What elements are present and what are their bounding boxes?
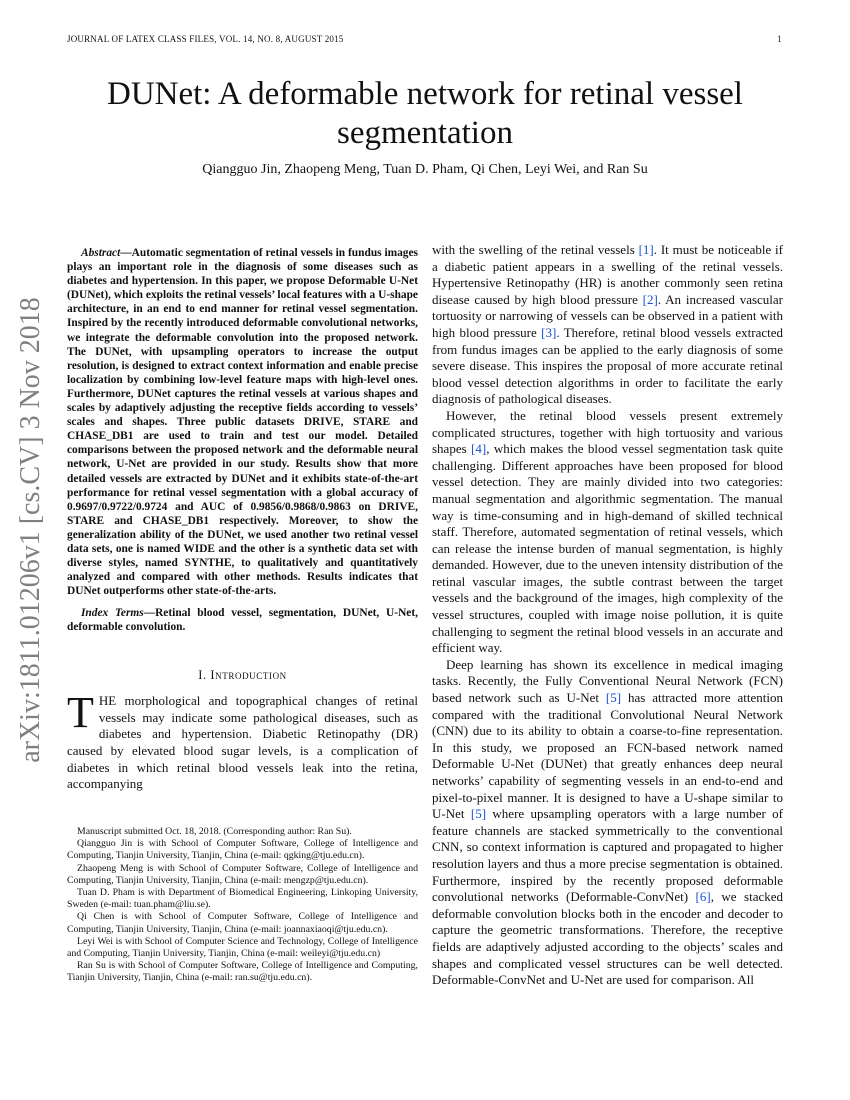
text-run: Deep learning has shown its excellence in medical imaging tasks. Recently, the Fully Conventional Neural Network (FCN) based network such as U-Net (432, 656, 783, 706)
left-column (67, 246, 418, 793)
citation-link[interactable]: [2] (642, 291, 658, 307)
text-run: where upsampling operators with a large number of feature channels are stacked symmetrically to the conventional CNN, so context information is captured and propagated to higher resolution layers and thus a more precise segmentation is obtained. Furthermore, inspired by the recently proposed deformable convolutional networks (Deformable-ConvNet) (432, 806, 783, 905)
footnotes (67, 826, 418, 985)
footnote: Zhaopeng Meng is with School of Computer Software, College of Intelligence and Computing, Tianjin University, Tianjin, China (e-mail: mengzp@tju.edu.cn). (67, 862, 418, 886)
index-terms-text: —Retinal blood vessel, segmentation, DUNet, U-Net, deformable convolution. (67, 607, 418, 634)
text-run: . Therefore, retinal blood vessels extracted from fundus images can be applied to the early diagnosis of some severe disease. This inspires the proposal of more accurate retinal blood vessel detection algorithms in order to facilitate the early diagnosis of pathological diseases. (432, 324, 783, 407)
footnote: Manuscript submitted Oct. 18, 2018. (Corresponding author: Ran Su). (77, 826, 352, 837)
abstract-label: Abstract (81, 247, 121, 259)
citation-link[interactable]: [4] (471, 441, 487, 457)
footnote: Tuan D. Pham is with Department of Biomedical Engineering, Linkoping University, Sweden (e-mail: tuan.pham@liu.se). (67, 887, 418, 911)
section-heading (67, 667, 418, 684)
citation-link[interactable]: [6] (695, 889, 711, 905)
footnote: Qiangguo Jin is with School of Computer Software, College of Intelligence and Computing, Tianjin University, Tianjin, China (e-mail: qgking@tju.edu.cn). (67, 838, 418, 862)
arxiv-stamp-text: arXiv:1811.01206v1 [cs.CV] 3 Nov 2018 (15, 297, 46, 763)
text-run: , which makes the blood vessel segmentation task quite challenging. Different approaches have been proposed for blood vessel detection. They are mainly divided into two categories: manual segmentation and algorithmic segmentation. The manual way is time-consuming and in high-demand of skilled technical staff. Therefore, automated segmentation of retinal vessels, which can release the intense burden of manual segmentation, is highly demanded. However, due to the uneven intensity distribution of the retinal vascular images, the subtle contrast between the target vessels and the background of the images, high complexity of the vessel structures, coupled with image noise pollution, it is quite challenging to segment the retinal blood vessels in an accurate and efficient way. (432, 441, 783, 656)
citation-link[interactable]: [1] (638, 242, 654, 257)
body-paragraph (432, 242, 783, 408)
text-run: , we stacked deformable convolution blocks both in the encoder and decoder to capture the geometric transformations. Therefore, the receptive fields are adaptively adjusted according to the objects’ scales and shapes and complicated vessel structures can be well detected. Deformable-ConvNet and U-Net are used for comparison. All (432, 889, 784, 988)
body-paragraph (432, 657, 783, 989)
index-terms (67, 606, 418, 634)
page-number: 1 (777, 34, 782, 44)
text-run: . An increased vascular tortuosity or narrowing of vessels can be observed in a patient with high blood pressure (432, 291, 784, 340)
paper-title: DUNet: A deformable network for retinal vessel segmentation (107, 76, 743, 151)
citation-link[interactable]: [5] (470, 806, 487, 822)
text-run: has attracted more attention compared with the traditional Convolutional Neural Network (CNN) due to its ability to obtain a coarse-to-fine representation. In this study, we proposed an FCN-based network named Deformable U-Net (DUNet) that greatly enhances deep neural networks’ capability of segmenting vessels in an end-to-end and pixel-to-pixel manner. It is designed to have a U-shape similar to U-Net (432, 690, 783, 822)
running-head: JOURNAL OF LATEX CLASS FILES, VOL. 14, NO. 8, AUGUST 2015 (67, 34, 344, 44)
section-title: Introduction (210, 667, 287, 682)
footnote: Qi Chen is with School of Computer Software, College of Intelligence and Computing, Tianjin University, Tianjin, China (e-mail: joannaxiaoqi@tju.edu.cn). (67, 911, 418, 935)
drop-cap: T (67, 688, 94, 738)
footnote: Ran Su is with School of Computer Software, College of Intelligence and Computing, Tianjin University, Tianjin, China (e-mail: ran.su@tju.edu.cn). (67, 960, 418, 984)
text-run: with the swelling of the retinal vessels (432, 242, 639, 257)
section-number: I. (198, 667, 211, 682)
abstract-text: —Automatic segmentation of retinal vessels in fundus images plays an important role in the diagnosis of some diseases such as diabetes and hypertension. In this paper, we propose Deformable U-Net (DUNet), which exploits the retinal vessels’ local features with a U-shape architecture, in an end to end manner for retinal vessel segmentation. Inspired by the recently introduced deformable convolutional networks, we integrate the deformable convolution into the proposed network. The DUNet, with upsampling operators to increase the output resolution, is designed to extract context information and enable precise localization by combining low-level feature maps with high-level ones. Furthermore, DUNet captures the retinal vessels at various shapes and scales by adaptively adjusting the receptive fields according to vessels’ scales and shapes. Three public datasets DRIVE, STARE and CHASE_DB1 are used to train and test our model. Detailed comparisons between the proposed network and the deformable neural network, U-Net are provided in our study. Results show that more detailed vessels are extracted by DUNet and it exhibits state-of-the-art performance for retinal vessel segmentation with a global accuracy of 0.9697/0.9722/0.9724 and AUC of 0.9856/0.9868/0.9863 on DRIVE, STARE and CHASE_DB1 respectively. Moreover, to show the generalization ability of the DUNet, we used another two retinal vessel data sets, one is named WIDE and the other is a synthetic data set with diverse styles, named SYNTHE, to qualitatively and quantitatively analyzed and compared with other methods. Results indicates that DUNet outperforms other state-of-the-arts. (67, 247, 418, 598)
body-paragraph (432, 408, 783, 657)
index-terms-label: Index Terms (81, 607, 144, 620)
author-list: Qiangguo Jin, Zhaopeng Meng, Tuan D. Pham, Qi Chen, Leyi Wei, and Ran Su (202, 162, 648, 177)
citation-link[interactable]: [5] (605, 690, 622, 706)
text-run: However, the retinal blood vessels present extremely complicated structures, together with high tortuosity and various shapes (432, 407, 783, 457)
citation-link[interactable]: [3] (541, 324, 557, 340)
intro-text: HE morphological and topographical changes of retinal vessels may indicate some pathological diseases, such as diabetes and hypertension. Diabetic Retinopathy (DR) caused by elevated blood sugar levels, is a complication of diabetes in which retinal blood vessels leak into the retina, accompanying (67, 693, 418, 792)
arxiv-stamp (8, 290, 54, 770)
right-column (432, 242, 783, 989)
text-run: . It must be noticeable if a diabetic patient appears in a swelling of the retinal vessels. Hypertensive Retinopathy (HR) is another commonly seen retina disease caused by high blood pressure (432, 242, 783, 307)
intro-paragraph (67, 688, 418, 793)
footnote: Leyi Wei is with School of Computer Science and Technology, College of Intelligence and Computing, Tianjin University, Tianjin, China (e-mail: weileyi@tju.edu.cn) (67, 935, 418, 960)
abstract (67, 246, 418, 598)
